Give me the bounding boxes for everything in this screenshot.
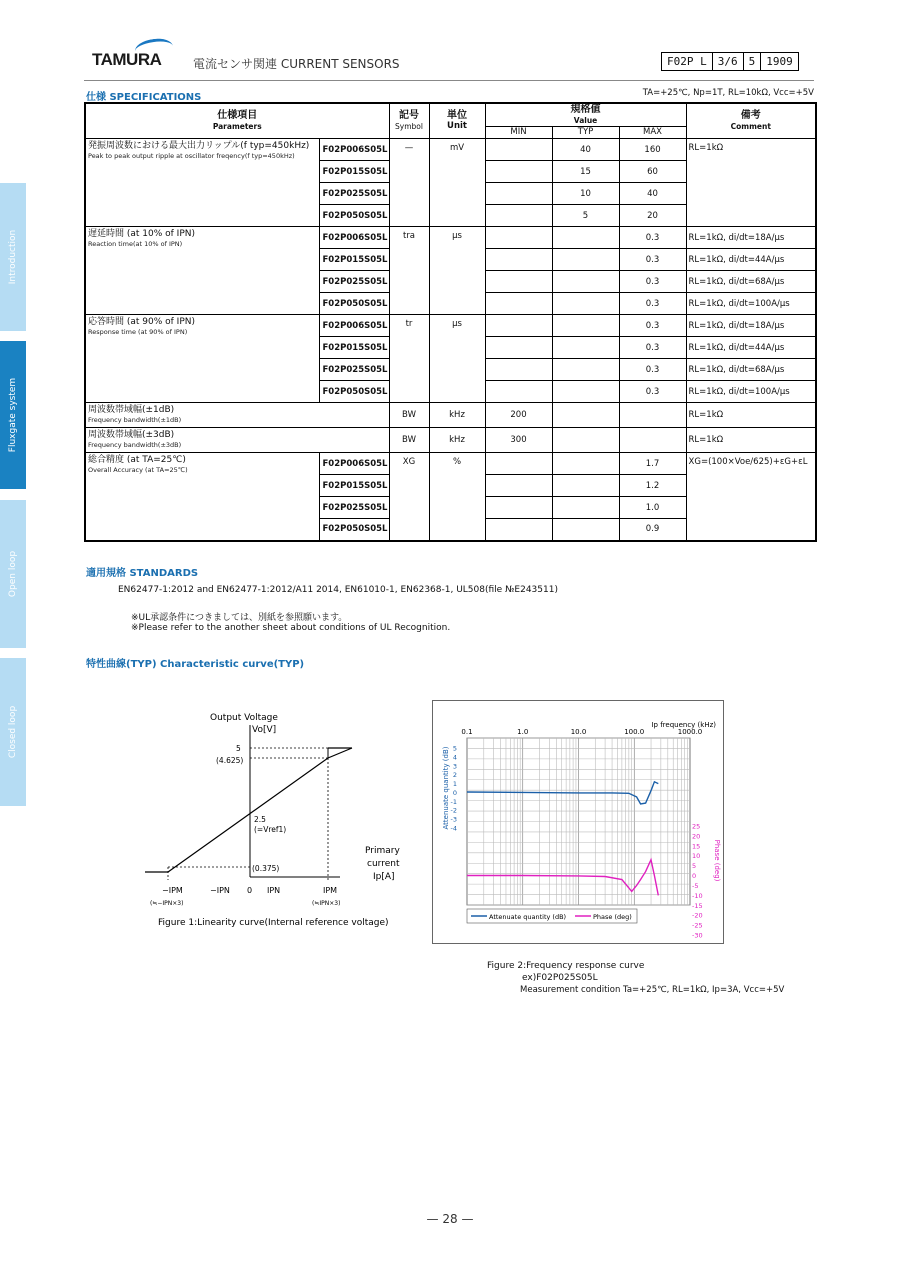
legend-label: Phase (deg): [593, 913, 632, 921]
legend-label: Attenuate quantity (dB): [489, 913, 567, 921]
col-header-parameters: 仕様項目 Parameters: [85, 103, 389, 139]
document-code-box: [661, 52, 799, 71]
table-row: 遅延時間 (at 10% of IPN) Reaction time(at 10% of IPN) F02P006S05L tra μs 0.3 RL=1kΩ, di/dt=18A/μs: [85, 227, 816, 249]
right-tick-label: -20: [692, 911, 703, 920]
right-tick-label: 10: [692, 852, 701, 861]
x-tick-label: 1000.0: [677, 728, 703, 736]
code-part: 5: [743, 53, 761, 70]
fig1-x-nipn: −IPN: [210, 886, 230, 895]
right-tick-label: 0: [692, 872, 697, 881]
table-row: F02P025S05L 10 40: [85, 183, 816, 205]
linearity-curve-figure: [130, 705, 420, 935]
header-divider: [84, 80, 814, 81]
col-header-comment: 備考 Comment: [686, 103, 816, 139]
col-header-max: MAX: [619, 127, 686, 139]
table-row: F02P050S05L 0.3 RL=1kΩ, di/dt=100A/μs: [85, 293, 816, 315]
fig1-x-nipm-sub: (≒−IPN×3): [150, 900, 184, 907]
left-tick-label: -3: [450, 815, 457, 824]
table-row: F02P015S05L 15 60: [85, 161, 816, 183]
table-row: F02P015S05L 1.2: [85, 475, 816, 497]
specifications-table: [84, 102, 817, 542]
standards-text: EN62477-1:2012 and EN62477-1:2012/A11 2014, EN61010-1, EN62368-1, UL508(file №E243511): [118, 585, 558, 595]
fig2-caption3: Measurement condition Ta=+25℃, RL=1kΩ, Ip=3A, Vcc=+5V: [520, 985, 785, 995]
right-tick-label: 20: [692, 832, 701, 841]
param-accuracy: 総合精度 (at TA=25℃) Overall Accuracy (at TA=25℃): [85, 453, 319, 541]
fig1-y-4625: (4.625): [216, 756, 244, 765]
logo-arc-icon: [134, 36, 174, 60]
right-tick-label: -30: [692, 931, 703, 940]
fig1-y-vref: (=Vref1): [254, 825, 287, 834]
table-row: 発振周波数における最大出力リップル(f typ=450kHz) Peak to peak output ripple at oscillator freqency(f typ=450kHz) F02P006S05L — mV 40 160 RL=1kΩ: [85, 139, 816, 161]
right-tick-label: 15: [692, 842, 701, 851]
fig1-ylabel2: Vo[V]: [252, 725, 277, 735]
side-tab-closed-loop[interactable]: Closed loop: [0, 658, 26, 806]
table-row: 総合精度 (at TA=25℃) Overall Accuracy (at TA=25℃) F02P006S05L XG % 1.7 XG=(100×Voe/625)+εG+εL: [85, 453, 816, 475]
table-row: F02P050S05L 5 20: [85, 205, 816, 227]
table-row: F02P015S05L 0.3 RL=1kΩ, di/dt=44A/μs: [85, 249, 816, 271]
right-axis-label: Phase (deg): [713, 839, 721, 882]
right-tick-label: -5: [692, 881, 699, 890]
standards-title: 適用規格 STANDARDS: [86, 568, 199, 579]
x-tick-label: 0.1: [461, 728, 473, 736]
param-reaction-time: 遅延時間 (at 10% of IPN) Reaction time(at 10% of IPN): [85, 227, 319, 315]
left-tick-label: -4: [450, 824, 457, 833]
param-response-time: 応答時間 (at 90% of IPN) Response time (at 90% of IPN): [85, 315, 319, 403]
fig1-y-25: 2.5: [254, 815, 266, 824]
fig2-caption1: Figure 2:Frequency response curve: [487, 961, 645, 971]
header-subtitle: 電流センサ関連 CURRENT SENSORS: [193, 57, 400, 71]
table-row: F02P025S05L 0.3 RL=1kΩ, di/dt=68A/μs: [85, 359, 816, 381]
curves-title: 特性曲線(TYP) Characteristic curve(TYP): [86, 659, 305, 670]
x-tick-label: 1.0: [517, 728, 529, 736]
left-tick-label: 0: [452, 788, 457, 797]
right-tick-label: 25: [692, 822, 701, 831]
x-tick-label: 100.0: [624, 728, 645, 736]
ul-note-jp: ※UL承認条件につきましては、別紙を参照願います。: [131, 613, 348, 623]
right-tick-label: -25: [692, 921, 703, 930]
fig1-xlabel2: current: [367, 859, 400, 869]
fig1-y-5: 5: [236, 744, 241, 753]
fig1-xlabel1: Primary: [365, 846, 400, 856]
table-row: F02P050S05L 0.9: [85, 519, 816, 541]
col-header-unit: 単位 Unit: [429, 103, 485, 139]
col-header-typ: TYP: [552, 127, 619, 139]
frequency-response-chart: [432, 700, 722, 942]
right-tick-label: 5: [692, 862, 697, 871]
left-axis-label: Attenuate quantity (dB): [442, 746, 450, 830]
x-axis-label: Ip frequency (kHz): [651, 721, 716, 729]
left-tick-label: 4: [452, 753, 457, 762]
ul-note-en: ※Please refer to the another sheet about conditions of UL Recognition.: [131, 623, 451, 633]
fig1-y-0375: (0.375): [252, 864, 280, 873]
page-number: — 28 —: [426, 1212, 474, 1226]
code-part: 3/6: [712, 53, 743, 70]
code-part: F02P L: [667, 55, 707, 68]
right-tick-label: -10: [692, 891, 703, 900]
table-row: 応答時間 (at 90% of IPN) Response time (at 90% of IPN) F02P006S05L tr μs 0.3 RL=1kΩ, di/dt=18A/μs: [85, 315, 816, 337]
side-tab-open-loop[interactable]: Open loop: [0, 500, 26, 648]
left-tick-label: -1: [450, 797, 457, 806]
table-row: 周波数帯域幅(±1dB) Frequency bandwidth(±1dB) BW kHz 200 RL=1kΩ: [85, 403, 816, 428]
table-row: F02P050S05L 0.3 RL=1kΩ, di/dt=100A/μs: [85, 381, 816, 403]
table-row: F02P025S05L 1.0: [85, 497, 816, 519]
col-header-value: 規格値 Value: [485, 103, 686, 127]
left-tick-label: 5: [452, 744, 457, 753]
left-tick-label: 1: [452, 780, 457, 789]
fig1-xlabel3: Ip[A]: [373, 872, 395, 882]
table-row: F02P025S05L 0.3 RL=1kΩ, di/dt=68A/μs: [85, 271, 816, 293]
code-part: 1909: [760, 53, 798, 70]
fig2-caption2: ex)F02P025S05L: [522, 973, 598, 983]
test-conditions: TA=+25℃, Np=1T, RL=10kΩ, Vcc=+5V: [642, 88, 814, 98]
left-tick-label: 3: [452, 762, 457, 771]
tamura-logo: TAMURA: [92, 50, 162, 69]
x-tick-label: 10.0: [570, 728, 587, 736]
fig1-x-nipm: −IPM: [162, 886, 183, 895]
fig1-caption: Figure 1:Linearity curve(Internal reference voltage): [158, 918, 389, 928]
left-tick-label: 2: [452, 771, 457, 780]
table-row: F02P015S05L 0.3 RL=1kΩ, di/dt=44A/μs: [85, 337, 816, 359]
specs-title: 仕様 SPECIFICATIONS: [86, 92, 202, 103]
col-header-min: MIN: [485, 127, 552, 139]
fig1-ylabel1: Output Voltage: [210, 713, 278, 723]
fig1-x-ipn: IPN: [267, 886, 281, 895]
fig1-x-0: 0: [247, 886, 253, 895]
col-header-symbol: 記号 Symbol: [389, 103, 429, 139]
right-tick-label: -15: [692, 901, 703, 910]
param-ripple: 発振周波数における最大出力リップル(f typ=450kHz) Peak to peak output ripple at oscillator freqency(f typ=450kHz): [85, 139, 319, 227]
side-tab-introduction[interactable]: Introduction: [0, 183, 26, 331]
fig1-x-ipm-sub: (≒IPN×3): [312, 900, 341, 907]
table-row: 周波数帯域幅(±3dB) Frequency bandwidth(±3dB) BW kHz 300 RL=1kΩ: [85, 428, 816, 453]
left-tick-label: -2: [450, 806, 457, 815]
fig1-x-ipm: IPM: [323, 886, 338, 895]
side-tab-fluxgate[interactable]: Fluxgate system: [0, 341, 26, 489]
